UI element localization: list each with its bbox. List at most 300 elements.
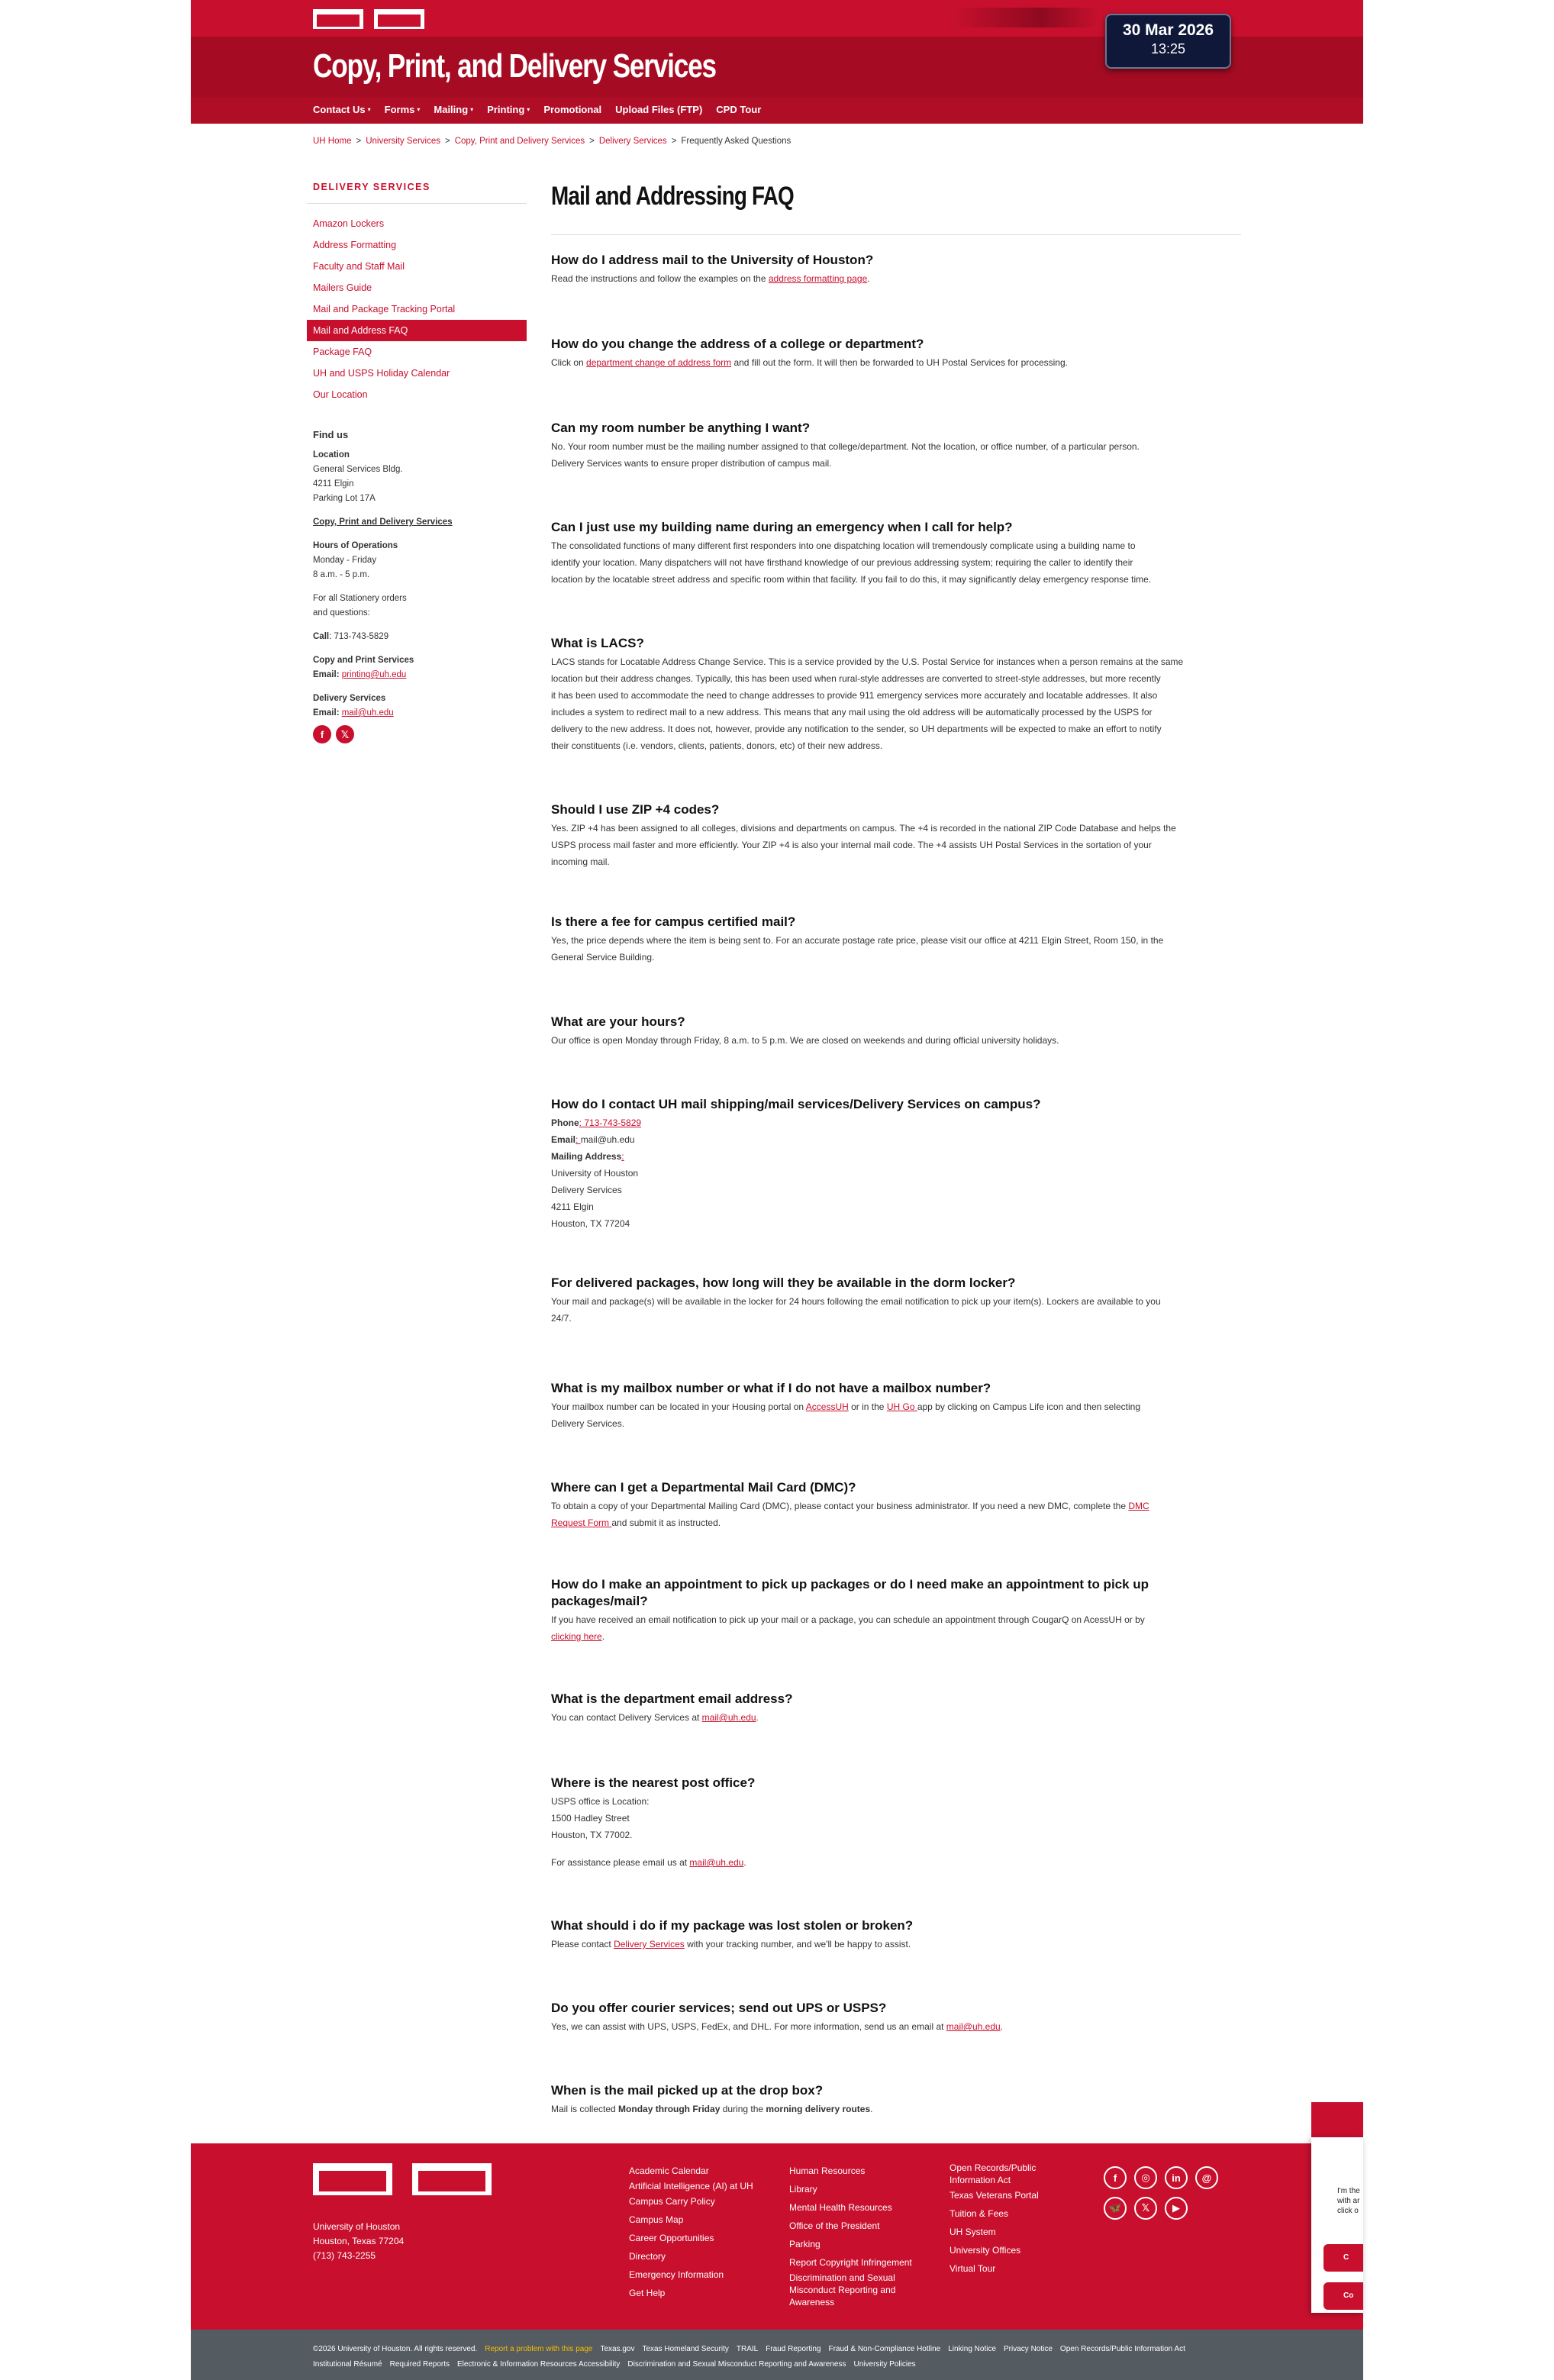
footer-legal-bar xyxy=(191,2330,1363,2380)
breadcrumb-link[interactable]: Copy, Print and Delivery Services xyxy=(454,137,585,146)
hours-line: Monday - Friday xyxy=(313,556,377,565)
legal-link[interactable]: Privacy Notice xyxy=(1004,2345,1053,2353)
faq-answer-text: 24/7. xyxy=(551,1313,572,1324)
chat-widget-panel xyxy=(1311,2137,1363,2313)
faq-answer xyxy=(551,1611,1241,1645)
faq-answer-text: and fill out the form. It will then be forwarded to UH Postal Services for processing. xyxy=(731,357,1068,368)
faq-answer-text: Yes, the price depends where the item is being sent to. For an accurate postage rate price, please visit our office at 4211 Elgin Street, Room 150, in the xyxy=(551,935,1164,946)
faq-item xyxy=(551,1479,1241,1531)
faq-item xyxy=(551,801,1241,870)
faq-answer-line xyxy=(551,1310,1241,1327)
footer xyxy=(191,2143,1363,2330)
faq-answer-link[interactable]: clicking here xyxy=(551,1631,602,1642)
sidebar-item[interactable]: Mail and Address FAQ xyxy=(307,320,527,341)
faq-answer-line xyxy=(551,670,1241,687)
faq-answer-text: mail@uh.edu xyxy=(580,1134,635,1145)
faq-answer-emphasis: Phone xyxy=(551,1117,579,1128)
faq-item xyxy=(551,1380,1241,1432)
faq-answer-text: app by clicking on Campus Life icon and then selecting xyxy=(917,1401,1141,1412)
faq-answer xyxy=(551,1793,1241,1871)
bluesky-icon[interactable]: 🦋 xyxy=(1104,2197,1127,2220)
instagram-icon[interactable]: ◎ xyxy=(1134,2166,1157,2189)
faq-answer-link[interactable]: Delivery Services xyxy=(614,1939,685,1949)
legal-link[interactable]: Linking Notice xyxy=(948,2345,997,2353)
faq-answer-link[interactable]: : 713-743-5829 xyxy=(579,1117,642,1128)
date-time-widget xyxy=(1105,14,1231,69)
breadcrumb-separator: > xyxy=(444,137,450,146)
faq-answer xyxy=(551,2101,1241,2117)
faq-answer-line xyxy=(551,1936,1241,1953)
footer-link[interactable]: Mental Health Resources xyxy=(789,2202,892,2213)
faq-answer-text: Yes, we can assist with UPS, USPS, FedEx, and DHL. For more information, send us an email at xyxy=(551,2021,946,2032)
faq-item xyxy=(551,635,1241,754)
faq-answer-line xyxy=(551,554,1241,571)
stationery-line: For all Stationery orders xyxy=(313,594,407,603)
hours-label: Hours of Operations xyxy=(313,541,398,550)
nav-item-forms[interactable] xyxy=(385,104,421,115)
footer-link[interactable]: Human Resources xyxy=(789,2166,866,2176)
find-us xyxy=(313,427,481,743)
legal-link[interactable]: Texas.gov xyxy=(600,2345,635,2353)
faq-answer-line xyxy=(551,1148,1241,1165)
faq-answer-link[interactable]: UH Go xyxy=(886,1401,917,1412)
faq-answer-text: Delivery Services. xyxy=(551,1418,625,1429)
faq-answer-text: University of Houston xyxy=(551,1168,639,1179)
faq-answer xyxy=(551,270,1241,287)
sidebar-item[interactable]: Mailers Guide xyxy=(313,282,372,293)
faq-answer-line xyxy=(551,571,1241,588)
legal-link[interactable]: TRAIL xyxy=(736,2345,759,2353)
faq-answer-link[interactable]: : xyxy=(621,1151,624,1162)
faq-answer-line xyxy=(551,1810,1241,1827)
footer-link[interactable]: Campus Map xyxy=(629,2214,684,2225)
faq-question: How do I make an appointment to pick up packages or do I need make an appointment to pick up packages/mail? xyxy=(551,1577,1149,1608)
nav-item-cpd-tour[interactable] xyxy=(716,104,761,115)
faq-answer-line xyxy=(551,932,1241,949)
footer-link[interactable]: Tuition & Fees xyxy=(949,2208,1008,2219)
footer-social xyxy=(1104,2166,1218,2220)
sidebar-item[interactable]: UH and USPS Holiday Calendar xyxy=(313,368,450,379)
x-icon[interactable]: 𝕏 xyxy=(1134,2197,1157,2220)
uh-logo-left-mark xyxy=(313,9,363,29)
faq-question: What should i do if my package was lost stolen or broken? xyxy=(551,1918,914,1933)
faq-answer-link[interactable]: mail@uh.edu xyxy=(701,1712,756,1723)
footer-link[interactable]: Library xyxy=(789,2184,817,2195)
youtube-icon[interactable]: ▶ xyxy=(1165,2197,1188,2220)
faq-question: Should I use ZIP +4 codes? xyxy=(551,802,720,817)
legal-link[interactable]: Report a problem with this page xyxy=(485,2345,593,2353)
footer-link[interactable]: Texas Veterans Portal xyxy=(949,2190,1039,2201)
x-icon[interactable]: 𝕏 xyxy=(336,725,354,743)
faq-answer-line xyxy=(551,653,1241,670)
page-title: Mail and Addressing FAQ xyxy=(551,182,794,211)
legal-links-row-2 xyxy=(313,2360,916,2369)
faq-answer-text: identify your location. Many dispatchers will not have firsthand knowledge of our previous addressing system; requiring the caller to identify their xyxy=(551,557,1133,568)
faq-answer-text: . xyxy=(756,1712,759,1723)
faq-question: Is there a fee for campus certified mail? xyxy=(551,914,796,929)
faq-answer-line xyxy=(551,270,1241,287)
title-divider xyxy=(551,234,1241,235)
faq-item xyxy=(551,420,1241,472)
nav-item-mailing[interactable] xyxy=(434,104,473,115)
faq-answer-line xyxy=(551,1843,1241,1854)
faq-answer-text: . xyxy=(1000,2021,1004,2032)
chat-widget-text xyxy=(1337,2186,1363,2216)
faq-answer xyxy=(551,1032,1241,1049)
threads-icon[interactable]: @ xyxy=(1195,2166,1218,2189)
faq-item xyxy=(551,1096,1241,1232)
sidebar-list xyxy=(307,213,527,405)
faq-answer-emphasis: Email xyxy=(551,1134,576,1145)
faq-answer-text: includes a system to redirect mail to a new address. This means that any mail using the old address will be automatically processed by the USPS for xyxy=(551,707,1153,718)
copy-print-email-link[interactable]: printing@uh.edu xyxy=(341,670,407,679)
faq-answer-emphasis: Monday through Friday xyxy=(618,2104,721,2114)
faq-answer-text: You can contact Delivery Services at xyxy=(551,1712,702,1723)
chevron-down-icon: ▾ xyxy=(367,106,371,113)
faq-answer-link[interactable]: DMC xyxy=(1128,1501,1149,1511)
copy-print-label: Copy and Print Services xyxy=(313,656,414,665)
main-nav-items xyxy=(313,104,761,115)
nav-item-promotional[interactable] xyxy=(543,104,601,115)
faq-answer-link[interactable]: address formatting page xyxy=(768,273,868,284)
faq-question: How do I contact UH mail shipping/mail services/Delivery Services on campus? xyxy=(551,1097,1041,1111)
footer-link[interactable]: Discrimination and Sexual Misconduct Reporting and Awareness xyxy=(789,2272,896,2307)
faq-answer-text: incoming mail. xyxy=(551,856,610,867)
breadcrumb-separator: > xyxy=(589,137,595,146)
site-title[interactable]: Copy, Print, and Delivery Services xyxy=(313,47,716,85)
faq-answer-line xyxy=(551,1114,1241,1131)
faq-answer xyxy=(551,653,1241,754)
faq-answer-line xyxy=(551,537,1241,554)
faq-answer-emphasis: Mailing Address xyxy=(551,1151,622,1162)
breadcrumb xyxy=(313,137,791,146)
sidebar-item[interactable]: Amazon Lockers xyxy=(313,218,385,229)
faq-answer xyxy=(551,1293,1241,1327)
linkedin-icon[interactable]: in xyxy=(1165,2166,1188,2189)
footer-link[interactable]: Report Copyright Infringement xyxy=(789,2257,912,2268)
faq-answer-text: Houston, TX 77204 xyxy=(551,1218,630,1229)
breadcrumb-current: Frequently Asked Questions xyxy=(681,137,792,146)
legal-link[interactable]: Fraud Reporting xyxy=(766,2345,821,2353)
breadcrumb-link[interactable]: Delivery Services xyxy=(598,137,667,146)
chevron-down-icon: ▾ xyxy=(470,106,474,113)
faq-answer xyxy=(551,1498,1241,1531)
faq-answer-text: . xyxy=(867,273,870,284)
faq-answer-text: LACS stands for Locatable Address Change Service. This is a service provided by the U.S. Postal Service for instances when a person remains at the same xyxy=(551,656,1184,667)
faq-answer xyxy=(551,932,1241,966)
nav-item-upload-files-ftp-[interactable] xyxy=(615,104,702,115)
call-label: Call xyxy=(313,632,330,641)
legal-link[interactable]: Institutional Résumé xyxy=(313,2360,382,2369)
email-label: Email xyxy=(313,670,337,679)
faq-item xyxy=(551,2000,1241,2035)
faq-answer-link[interactable]: mail@uh.edu xyxy=(946,2021,1001,2032)
faq-answer-line xyxy=(551,1793,1241,1810)
faq-item xyxy=(551,2082,1241,2117)
faq-answer-text: The consolidated functions of many different first responders into one dispatching location will tremendously complicate using a building name to xyxy=(551,540,1136,551)
faq-answer-text: USPS office is Location: xyxy=(551,1796,650,1807)
faq-question: What is my mailbox number or what if I do not have a mailbox number? xyxy=(551,1381,991,1395)
email-label: Email xyxy=(313,708,337,718)
faq-answer-text: Read the instructions and follow the examples on the xyxy=(551,273,769,284)
faq-item xyxy=(551,1775,1241,1871)
faq-answer-line xyxy=(551,837,1241,853)
faq-answer-text: Your mail and package(s) will be available in the locker for 24 hours following the email notification to pick up your item(s). Lockers are available to you xyxy=(551,1296,1161,1307)
faq-answer-line xyxy=(551,721,1241,737)
faq-answer-line xyxy=(551,1514,1241,1531)
footer-link[interactable]: Directory xyxy=(629,2251,666,2262)
faq-item xyxy=(551,1917,1241,1953)
footer-link[interactable]: Academic Calendar xyxy=(629,2166,709,2176)
faq-answer-text: their constituents (i.e. vendors, clients, patients, donors, etc) of their new address. xyxy=(551,740,883,751)
footer-link[interactable]: Emergency Information xyxy=(629,2269,724,2280)
faq-answer-text: Click on xyxy=(551,357,587,368)
footer-logo-left-mark xyxy=(313,2163,392,2195)
faq-answer-line xyxy=(551,820,1241,837)
location-label: Location xyxy=(313,450,350,460)
location-line: Parking Lot 17A xyxy=(313,494,376,503)
faq-question: What are your hours? xyxy=(551,1014,685,1029)
faq-item xyxy=(551,1691,1241,1726)
faq-answer-text: Our office is open Monday through Friday, 8 a.m. to 5 p.m. We are closed on weekends and during official university holidays. xyxy=(551,1035,1059,1046)
nav-item-printing[interactable] xyxy=(487,104,530,115)
nav-item-label: CPD Tour xyxy=(716,104,762,115)
faq-answer-link[interactable]: Request Form xyxy=(551,1517,612,1528)
footer-link[interactable]: Campus Carry Policy xyxy=(629,2196,715,2207)
nav-item-contact-us[interactable] xyxy=(313,104,371,115)
faq-answer-text: Your mailbox number can be located in your Housing portal on xyxy=(551,1401,806,1412)
faq-answer-text: Delivery Services xyxy=(551,1185,622,1195)
stationery-line: and questions: xyxy=(313,608,370,618)
sidebar xyxy=(307,182,527,405)
nav-item-label: Upload Files (FTP) xyxy=(615,104,703,115)
nav-item-label: Mailing xyxy=(434,104,469,115)
faq-answer-line xyxy=(551,354,1241,371)
hours-line: 8 a.m. - 5 p.m. xyxy=(313,570,370,579)
footer-link[interactable]: University Offices xyxy=(949,2245,1021,2256)
faq-question: Where is the nearest post office? xyxy=(551,1775,756,1790)
faq-question: How do I address mail to the University of Houston? xyxy=(551,253,874,267)
delivery-email-link[interactable]: mail@uh.edu xyxy=(341,708,394,718)
faq-answer-line xyxy=(551,853,1241,870)
chevron-down-icon: ▾ xyxy=(527,106,530,113)
faq-answer xyxy=(551,1936,1241,1953)
chat-widget-header[interactable] xyxy=(1311,2102,1363,2137)
main-content xyxy=(551,176,1241,2114)
chat-widget-line: with ar xyxy=(1337,2197,1360,2205)
faq-answer xyxy=(551,820,1241,870)
sidebar-item[interactable]: Faculty and Staff Mail xyxy=(313,261,405,272)
faq-answer-text: location by the locatable street address and specific room within that facility. If you fail to do this, it may significantly delay emergency response time. xyxy=(551,574,1152,585)
faq-question: When is the mail picked up at the drop box? xyxy=(551,2083,824,2098)
uh-logo[interactable] xyxy=(313,9,424,29)
faq-answer-link[interactable]: mail@uh.edu xyxy=(689,1857,744,1868)
legal-link[interactable]: Texas Homeland Security xyxy=(642,2345,729,2353)
legal-link[interactable]: Required Reports xyxy=(389,2360,450,2369)
faq-answer-line xyxy=(551,687,1241,704)
faq-question: Where can I get a Departmental Mail Card (DMC)? xyxy=(551,1480,856,1495)
footer-link[interactable]: Get Help xyxy=(629,2288,666,2298)
footer-link[interactable]: Open Records/Public Information Act xyxy=(949,2162,1037,2185)
faq-answer-line xyxy=(551,1611,1241,1628)
faq-answer-line xyxy=(551,2018,1241,2035)
footer-link[interactable]: Virtual Tour xyxy=(949,2263,996,2274)
clock-date: 30 Mar 2026 xyxy=(1122,21,1214,39)
sidebar-item[interactable]: Address Formatting xyxy=(313,240,397,250)
sidebar-item[interactable]: Mail and Package Tracking Portal xyxy=(313,304,456,314)
faq-answer xyxy=(551,354,1241,371)
faq-answer-text: Houston, TX 77002. xyxy=(551,1830,633,1840)
faq-answer-text: or in the xyxy=(848,1401,887,1412)
legal-link[interactable]: Electronic & Information Resources Accessibility xyxy=(456,2360,621,2369)
faq-question: For delivered packages, how long will they be available in the dorm locker? xyxy=(551,1275,1016,1290)
facebook-icon[interactable]: f xyxy=(313,725,331,743)
faq-answer-text: Please contact xyxy=(551,1939,614,1949)
footer-links-column-1 xyxy=(629,2162,782,2302)
legal-links-row-1 xyxy=(313,2345,1185,2353)
faq-answer-text: No. Your room number must be the mailing number assigned to that college/department. Not the location, or office number, of a particular person. xyxy=(551,441,1140,452)
faq-answer-line xyxy=(551,1182,1241,1198)
faq-answer xyxy=(551,2018,1241,2035)
sidebar-social xyxy=(313,725,481,743)
legal-link[interactable]: Fraud & Non-Compliance Hotline xyxy=(828,2345,941,2353)
faq-answer-line xyxy=(551,1854,1241,1871)
faq-answer-line xyxy=(551,1498,1241,1514)
delivery-email-line: Email: mail@uh.edu xyxy=(313,708,394,718)
breadcrumb-link[interactable]: UH Home xyxy=(313,137,352,146)
faq-answer-text: Mail is collected xyxy=(551,2104,619,2114)
search-bar-glow xyxy=(951,8,1101,27)
sidebar-item[interactable]: Our Location xyxy=(313,389,368,400)
call-line xyxy=(313,630,481,644)
faq-answer-text: location but their address changes. Typically, this has been used when rural-style addresses are converted to street-style addresses, but more recently xyxy=(551,673,1161,684)
faq-answer-line xyxy=(551,2101,1241,2117)
faq-answer-text: 4211 Elgin xyxy=(551,1201,594,1212)
location-line: General Services Bldg. xyxy=(313,465,403,474)
delivery-label: Delivery Services xyxy=(313,694,386,703)
chat-widget-button-1[interactable]: C xyxy=(1323,2244,1363,2272)
faq-question: Can I just use my building name during an emergency when I call for help? xyxy=(551,520,1013,534)
chevron-down-icon: ▾ xyxy=(417,106,421,113)
footer-logo-right-mark xyxy=(412,2163,492,2195)
faq-answer-link[interactable]: : xyxy=(575,1134,581,1145)
faq-item xyxy=(551,252,1241,287)
footer-links-column-3 xyxy=(949,2162,1064,2278)
location-line: 4211 Elgin xyxy=(313,479,354,489)
footer-address xyxy=(313,2220,404,2263)
faq-item xyxy=(551,519,1241,588)
faq-question: What is the department email address? xyxy=(551,1691,793,1706)
footer-address-line: University of Houston xyxy=(313,2221,401,2232)
footer-link[interactable]: Office of the President xyxy=(789,2220,880,2231)
uh-logo-right-mark xyxy=(374,9,424,29)
nav-item-label: Forms xyxy=(384,104,415,115)
faq-question: What is LACS? xyxy=(551,636,644,650)
faq-answer-line xyxy=(551,949,1241,966)
faq-answer xyxy=(551,1398,1241,1432)
faq-answer-line xyxy=(551,1709,1241,1726)
faq-answer-text: General Service Building. xyxy=(551,952,655,963)
faq-item xyxy=(551,1576,1241,1645)
legal-link[interactable]: Discrimination and Sexual Misconduct Reporting and Awareness xyxy=(627,2360,846,2369)
faq-item xyxy=(551,1275,1241,1327)
faq-answer-line xyxy=(551,455,1241,472)
faq-answer xyxy=(551,537,1241,588)
cpd-link[interactable]: Copy, Print and Delivery Services xyxy=(313,518,453,527)
faq-answer-line xyxy=(551,438,1241,455)
faq-answer-line xyxy=(551,737,1241,754)
faq-answer-text: . xyxy=(870,2104,873,2114)
faq-answer-link[interactable]: department change of address form xyxy=(586,357,732,368)
sidebar-item[interactable]: Package FAQ xyxy=(313,347,372,357)
footer-link[interactable]: UH System xyxy=(949,2227,996,2237)
chat-widget-button-2[interactable]: Co xyxy=(1323,2282,1363,2310)
legal-link[interactable]: Open Records/Public Information Act xyxy=(1059,2345,1185,2353)
copy-print-email-line: Email: printing@uh.edu xyxy=(313,670,407,679)
site-frame xyxy=(191,0,1363,2380)
faq-answer-line xyxy=(551,1415,1241,1432)
footer-links-column-2 xyxy=(789,2162,934,2308)
faq-item xyxy=(551,336,1241,371)
faq-answer-line xyxy=(551,1628,1241,1645)
footer-address-line: (713) 743-2255 xyxy=(313,2250,376,2261)
faq-answer-text: Yes. ZIP +4 has been assigned to all colleges, divisions and departments on campus. The +4 is recorded in the national ZIP Code Database and helps the xyxy=(551,823,1176,834)
clock-time: 13:25 xyxy=(1150,41,1186,56)
faq-answer-line xyxy=(551,1398,1241,1415)
footer-link[interactable]: Career Opportunities xyxy=(629,2233,714,2243)
legal-link[interactable]: University Policies xyxy=(853,2360,916,2369)
faq-answer xyxy=(551,438,1241,472)
breadcrumb-separator: > xyxy=(356,137,362,146)
nav-item-label: Printing xyxy=(487,104,525,115)
main-nav xyxy=(191,98,1363,124)
faq-answer-text: during the xyxy=(720,2104,766,2114)
faq-question: Can my room number be anything I want? xyxy=(551,421,811,435)
faq-answer-text: with your tracking number, and we'll be happy to assist. xyxy=(684,1939,911,1949)
faq-answer-text: and submit it as instructed. xyxy=(611,1517,721,1528)
breadcrumb-separator: > xyxy=(671,137,677,146)
faq-answer-text: . xyxy=(601,1631,605,1642)
faq-answer-text: . xyxy=(743,1857,746,1868)
faq-answer-link[interactable]: AccessUH xyxy=(805,1401,849,1412)
chat-widget-line: click o xyxy=(1337,2207,1359,2215)
footer-uh-logo[interactable] xyxy=(313,2163,492,2195)
faq-answer-text: If you have received an email notification to pick up your mail or a package, you can schedule an appointment through CougarQ on AcessUH or by xyxy=(551,1614,1145,1625)
faq-answer-text: To obtain a copy of your Departmental Mailing Card (DMC), please contact your business administrator. If you need a new DMC, complete the xyxy=(551,1501,1129,1511)
chat-widget-line: I'm the xyxy=(1337,2187,1360,2195)
faq-question: Do you offer courier services; send out UPS or USPS? xyxy=(551,2001,887,2015)
faq-answer-line xyxy=(551,1131,1241,1148)
facebook-icon[interactable]: f xyxy=(1104,2166,1127,2189)
faq-answer xyxy=(551,1709,1241,1726)
footer-link[interactable]: Parking xyxy=(789,2239,821,2249)
sidebar-heading: DELIVERY SERVICES xyxy=(307,182,527,204)
breadcrumb-link[interactable]: University Services xyxy=(366,137,440,146)
faq-answer-text: delivery to the new address. It does not, however, provide any notification to the sender, so UH departments will be expected to make an effort to notify xyxy=(551,724,1162,734)
footer-address-line: Houston, Texas 77204 xyxy=(313,2236,405,2246)
faq-answer-line xyxy=(551,1827,1241,1843)
nav-item-label: Promotional xyxy=(543,104,602,115)
faq-question: How do you change the address of a college or department? xyxy=(551,337,924,351)
faq-answer-line xyxy=(551,1293,1241,1310)
faq-answer-text: For assistance please email us at xyxy=(551,1857,690,1868)
faq-answer-text: it has been used to accommodate the need to change addresses to provide 911 emergency services more accurately and locatable addresses. It also xyxy=(551,690,1158,701)
faq-item xyxy=(551,914,1241,966)
faq-answer-line xyxy=(551,1165,1241,1182)
footer-link[interactable]: Artificial Intelligence (AI) at UH xyxy=(629,2181,753,2191)
faq-answer-line xyxy=(551,1198,1241,1215)
faq-answer-text: 1500 Hadley Street xyxy=(551,1813,630,1824)
